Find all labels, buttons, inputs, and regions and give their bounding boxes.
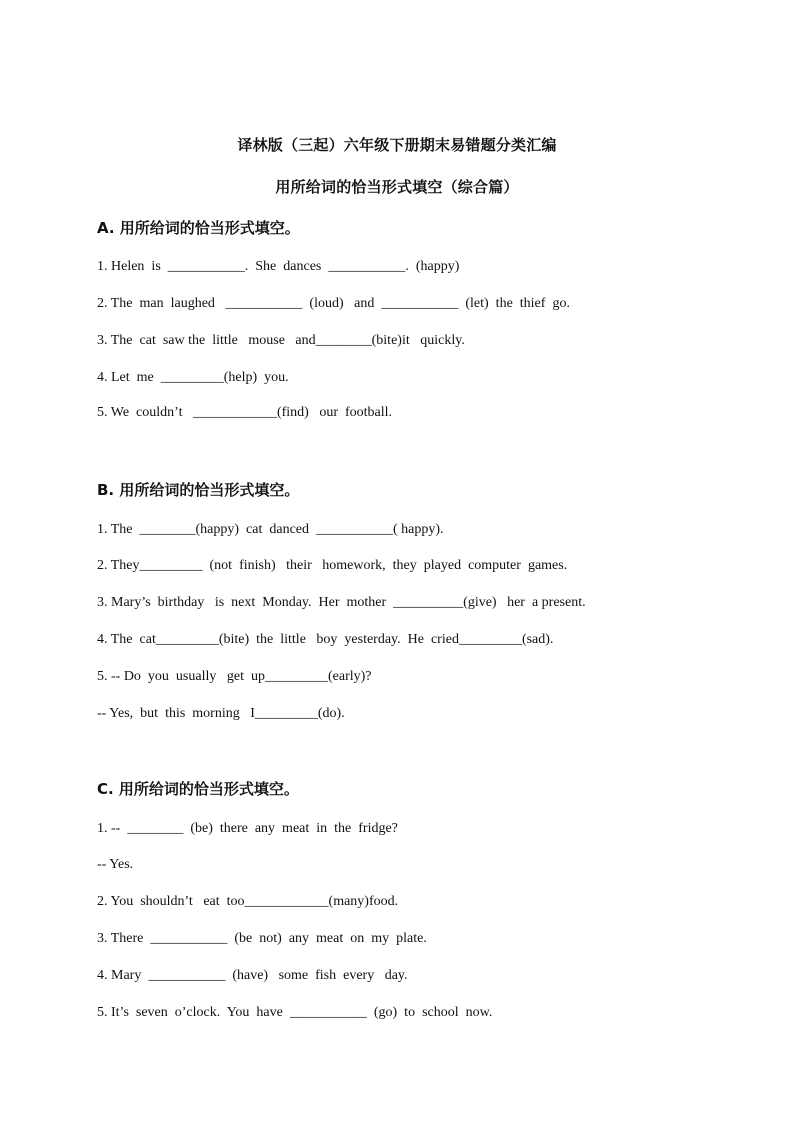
document-title: 译林版（三起）六年级下册期末易错题分类汇编 [237,136,557,154]
section-b-question-2: 2. They_________ (not finish) their homework, they played computer games. [97,558,568,573]
section-a-question-5: 5. We couldn’t ____________(find) our football. [97,405,393,420]
section-c-question-2: 2. You shouldn’t eat too____________(many)food. [97,894,399,909]
section-c-question-1: 1. -- ________ (be) there any meat in the fridge? [97,821,398,836]
section-a-question-4: 4. Let me _________(help) you. [97,370,289,385]
section-c-question-1-answer: -- Yes. [97,857,134,872]
section-b-question-1: 1. The ________(happy) cat danced ___________( happy). [97,522,444,537]
section-b-question-5: 5. -- Do you usually get up_________(early)? [97,669,372,684]
section-b-question-4: 4. The cat_________(bite) the little boy yesterday. He cried_________(sad). [97,632,554,647]
section-a-question-3: 3. The cat saw the little mouse and________(bite)it quickly. [97,333,465,348]
section-c-question-3: 3. There ___________ (be not) any meat on my plate. [97,931,427,946]
section-c-heading: C. 用所给词的恰当形式填空。 [97,780,299,798]
section-a-heading: A. 用所给词的恰当形式填空。 [97,219,300,237]
section-c-question-5: 5. It’s seven o’clock. You have ___________ (go) to school now. [97,1005,493,1020]
section-b-question-3: 3. Mary’s birthday is next Monday. Her mother __________(give) her a present. [97,595,586,610]
section-b-question-5-answer: -- Yes, but this morning I_________(do). [97,706,345,721]
section-a-question-1: 1. Helen is ___________. She dances ___________. (happy) [97,259,460,274]
section-c-question-4: 4. Mary ___________ (have) some fish every day. [97,968,408,983]
section-b-heading: B. 用所给词的恰当形式填空。 [97,481,300,499]
document-subtitle: 用所给词的恰当形式填空（综合篇） [275,178,519,196]
section-a-question-2: 2. The man laughed ___________ (loud) and ___________ (let) the thief go. [97,296,570,311]
